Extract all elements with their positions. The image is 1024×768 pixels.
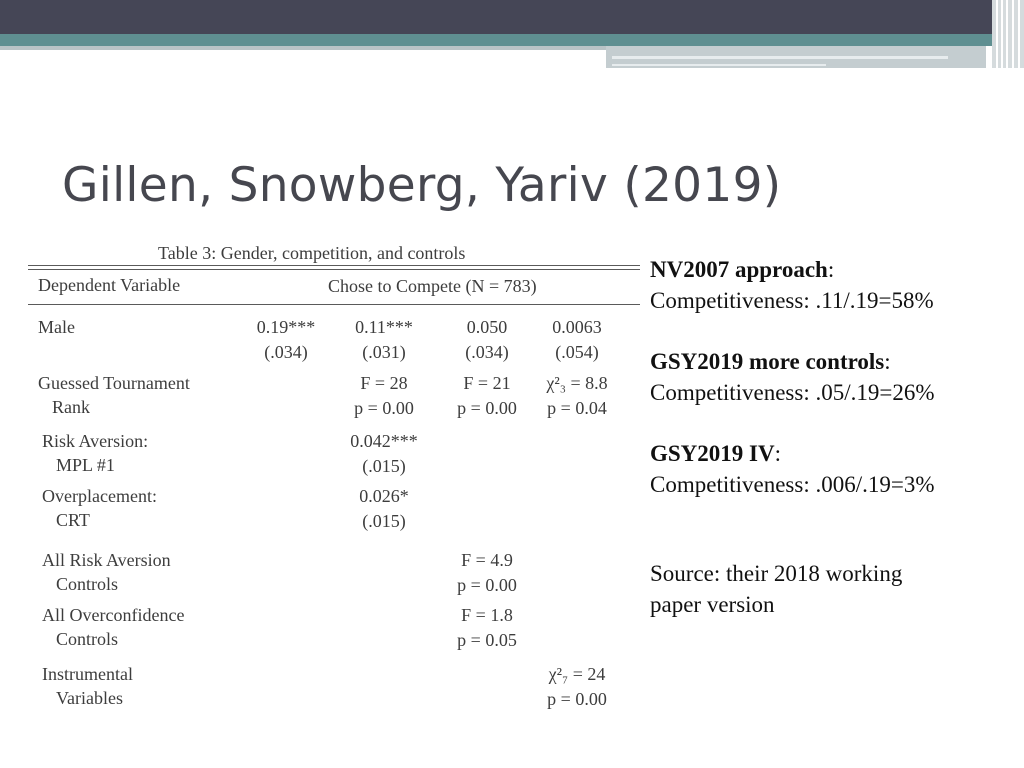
table-cell-se: (.034)	[264, 342, 308, 362]
table-cell-value: F = 21	[463, 373, 511, 393]
table-cell-se: p = 0.05	[457, 630, 517, 650]
row-label-cont: Variables	[56, 688, 123, 708]
table-cell-se: p = 0.00	[457, 398, 517, 418]
row-label-cont: CRT	[56, 510, 90, 530]
table-cell-se: (.015)	[362, 511, 406, 531]
header-gray-bar	[0, 46, 606, 50]
row-label: All Risk Aversion	[42, 550, 171, 570]
table-cell-se: p = 0.00	[354, 398, 414, 418]
table-top-rule-2	[28, 269, 640, 270]
table-cell-value: F = 1.8	[461, 605, 513, 625]
table-cell-value: 0.042***	[350, 431, 418, 451]
note-body: Competitiveness: .11/.19=58%	[650, 288, 934, 313]
header-dark-bar	[0, 0, 1024, 34]
row-label: Overplacement:	[42, 486, 157, 506]
note-heading-colon: :	[774, 441, 781, 466]
row-label: All Overconfidence	[42, 605, 185, 625]
table-header-rule	[28, 304, 640, 305]
table-cell-value: 0.11***	[355, 317, 413, 337]
table-cell-se: (.054)	[555, 342, 599, 362]
row-label-cont: Controls	[56, 629, 119, 649]
slide-title: Gillen, Snowberg, Yariv (2019)	[62, 158, 782, 213]
row-label: Risk Aversion:	[42, 431, 149, 451]
table-cell-value: 0.026*	[359, 486, 409, 506]
notes-list	[650, 254, 1010, 500]
note-heading: GSY2019 IV	[650, 441, 775, 466]
table-cell-se: (.031)	[362, 342, 406, 362]
note-heading: NV2007 approach	[650, 257, 828, 282]
header-accent-line-short	[612, 64, 826, 66]
regression-table	[28, 238, 640, 718]
row-label-cont: Controls	[56, 574, 119, 594]
source-note	[650, 558, 1010, 620]
header-accent-line	[612, 56, 948, 59]
header-vertical-stripes	[992, 0, 1024, 68]
header-teal-bar	[0, 34, 1024, 46]
table-cell-value: 0.19***	[256, 317, 316, 337]
table-cell-value: χ²₇ = 24	[548, 664, 606, 684]
source-line-2: paper version	[650, 592, 775, 617]
table-cell-se: (.034)	[465, 342, 509, 362]
note-heading-colon: :	[827, 257, 835, 282]
table-cell-se: (.015)	[362, 456, 406, 476]
table-cell-value: F = 28	[360, 373, 408, 393]
row-label-cont: MPL #1	[56, 455, 115, 475]
row-label: Instrumental	[42, 664, 133, 684]
table-cell-se: p = 0.00	[457, 575, 517, 595]
table-cell-value: 0.050	[466, 317, 508, 337]
notes-panel	[650, 254, 1010, 650]
note-block	[650, 346, 1010, 408]
table-top-rule	[28, 265, 640, 266]
row-label: Male	[38, 317, 75, 337]
note-body: Competitiveness: .05/.19=26%	[650, 380, 935, 405]
note-body: Competitiveness: .006/.19=3%	[650, 472, 935, 497]
note-heading-colon: :	[884, 349, 891, 374]
header-dependent-variable: Dependent Variable	[38, 275, 181, 295]
source-line-1: Source: their 2018 working	[650, 561, 903, 586]
table-caption: Table 3: Gender, competition, and controls	[158, 243, 466, 263]
row-label: Guessed Tournament	[38, 373, 190, 393]
table-cell-value: χ²₃ = 8.8	[546, 373, 608, 393]
table-cell-value: F = 4.9	[461, 550, 513, 570]
table-cell-value: 0.0063	[552, 317, 602, 337]
note-block	[650, 254, 1010, 316]
row-label-cont: Rank	[52, 397, 90, 417]
note-heading: GSY2019 more controls	[650, 349, 885, 374]
note-block	[650, 438, 1010, 500]
header-chose-to-compete: Chose to Compete (N = 783)	[328, 276, 537, 296]
table-cell-se: p = 0.00	[547, 689, 607, 709]
table-cell-se: p = 0.04	[547, 398, 607, 418]
